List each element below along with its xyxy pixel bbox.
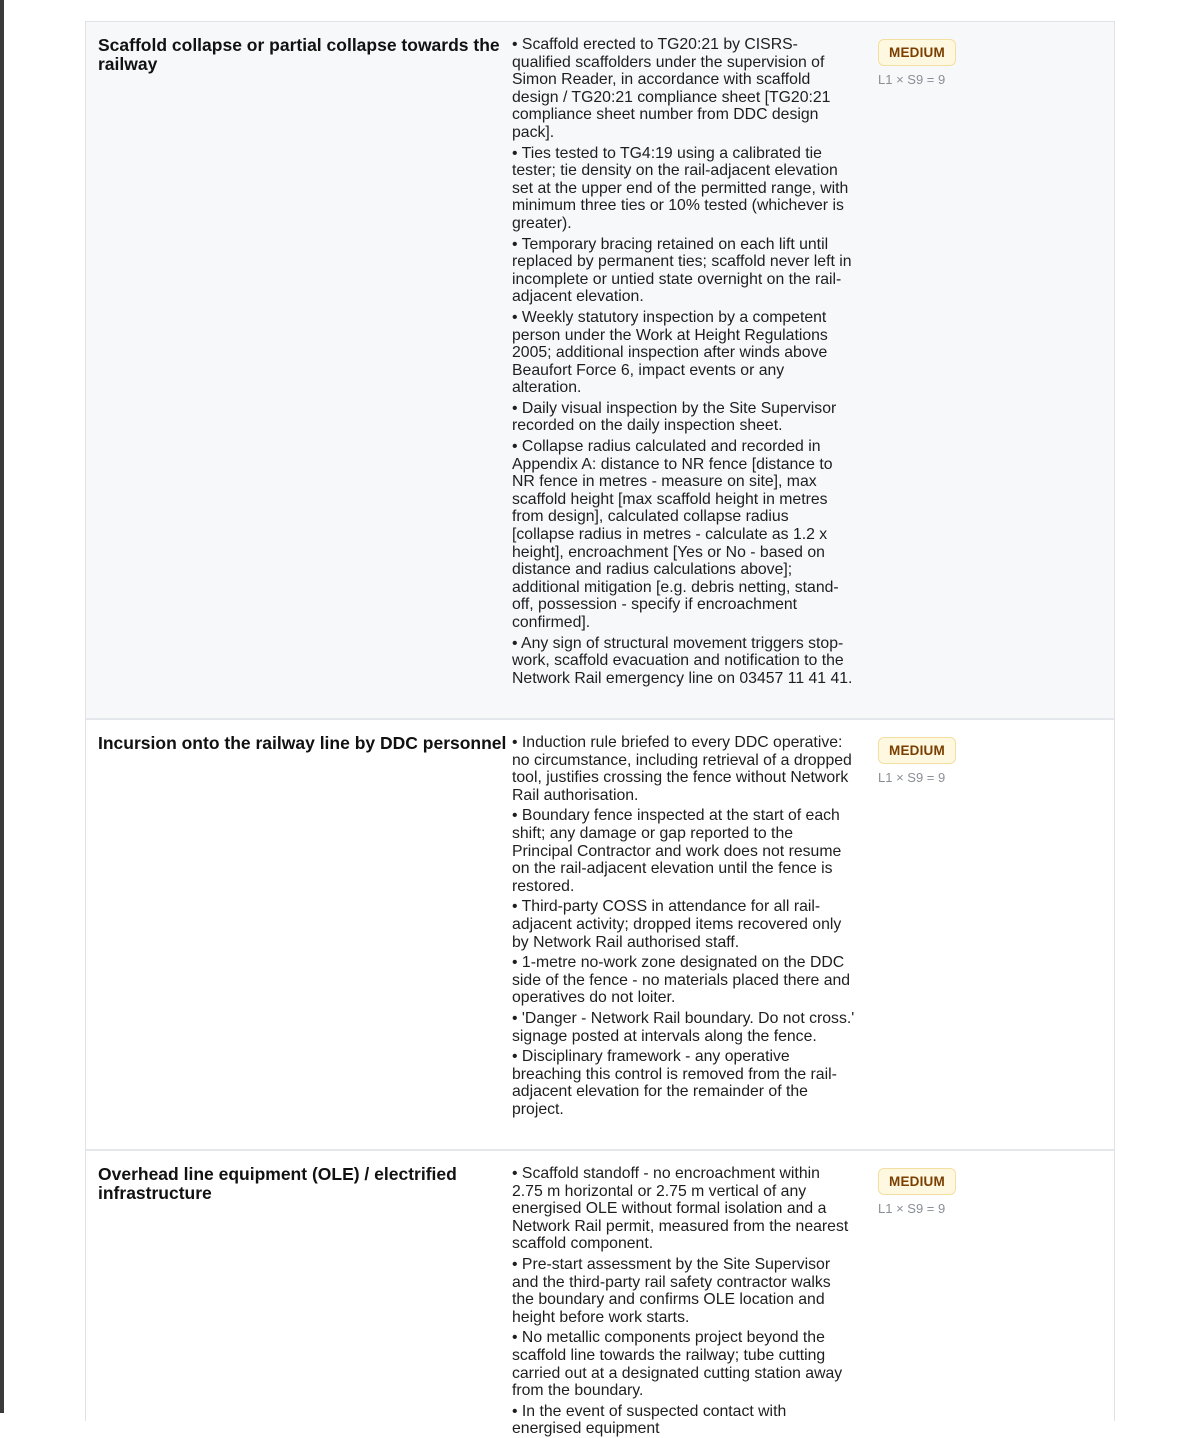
- risk-level-badge: MEDIUM: [878, 39, 956, 66]
- control-measures: [512, 22, 855, 718]
- control-item: • Temporary bracing retained on each lift until replaced by permanent ties; scaffold never left in incomplete or untied state overnight on the rail-adjacent elevation.: [512, 235, 852, 306]
- table-row: [86, 1151, 1114, 1438]
- control-item: • Scaffold erected to TG20:21 by CISRS-qualified scaffolders under the supervision of Simon Reader, in accordance with scaffold design / TG20:21 compliance sheet [TG20:21 compliance sheet number from DDC design pack].: [512, 36, 831, 141]
- control-measures: [512, 720, 855, 1149]
- hazard-title: Scaffold collapse or partial collapse towards the railway: [98, 35, 500, 74]
- risk-level-badge: MEDIUM: [878, 1168, 956, 1195]
- control-item: • Any sign of structural movement triggers stop-work, scaffold evacuation and notification to the Network Rail emergency line on 03457 11 41 41.: [512, 634, 853, 687]
- control-item: • Pre-start assessment by the Site Supervisor and the third-party rail safety contractor walks the boundary and confirms OLE location and height before work starts.: [512, 1255, 831, 1326]
- risk-level-badge: MEDIUM: [878, 737, 956, 764]
- risk-rating: [855, 22, 956, 718]
- control-item: • 'Danger - Network Rail boundary. Do not cross.' signage posted at intervals along the fence.: [512, 1009, 855, 1045]
- table-row: [86, 22, 1114, 720]
- control-item: • Ties tested to TG4:19 using a calibrated tie tester; tie density on the rail-adjacent elevation set at the upper end of the permitted range, with minimum three ties or 10% tested (whichever is greater).: [512, 144, 849, 232]
- control-item: • Disciplinary framework - any operative breaching this control is removed from the rail-adjacent elevation for the remainder of the project.: [512, 1048, 837, 1118]
- control-item: • Weekly statutory inspection by a competent person under the Work at Height Regulations 2005; additional inspection after winds above Beaufort Force 6, impact events or any alteration.: [512, 308, 828, 397]
- table-row: [86, 720, 1114, 1151]
- hazard-title: Incursion onto the railway line by DDC personnel: [98, 733, 507, 753]
- control-item: • No metallic components project beyond the scaffold line towards the railway; tube cutting carried out at a designated cutting station away from the boundary.: [512, 1329, 843, 1400]
- control-item: • In the event of suspected contact with energised equipment: [512, 1402, 787, 1438]
- risk-score: L1 × S9 = 9: [878, 72, 946, 87]
- control-measures: [512, 1151, 855, 1438]
- page-edge: [0, 0, 4, 1413]
- control-item: • Boundary fence inspected at the start of each shift; any damage or gap reported to the Principal Contractor and work does not resume on the rail-adjacent elevation until the fence is restored.: [512, 807, 842, 895]
- risk-rating: [855, 1151, 956, 1421]
- control-item: • Daily visual inspection by the Site Supervisor recorded on the daily inspection sheet.: [512, 399, 837, 435]
- control-item: • Collapse radius calculated and recorded in Appendix A: distance to NR fence [distance to NR fence in metres - measure on site], max scaffold height [max scaffold height in metres from design], calculated collapse radius [collapse radius in metres - calculate as 1.2 x height], encroachment [Yes or No - based on distance and radius calculations above]; additional mitigation [e.g. debris netting, stand-off, possession - specify if encroachment confirmed].: [512, 438, 839, 631]
- control-item: • Scaffold standoff - no encroachment within 2.75 m horizontal or 2.75 m vertical of any energised OLE without formal isolation and a Network Rail permit, measured from the nearest scaffold component.: [512, 1165, 849, 1253]
- risk-rating: [855, 720, 956, 1149]
- control-item: • Third-party COSS in attendance for all rail-adjacent activity; dropped items recovered only by Network Rail authorised staff.: [512, 898, 842, 951]
- risk-score: L1 × S9 = 9: [878, 1201, 946, 1216]
- hazard-title: Overhead line equipment (OLE) / electrified infrastructure: [98, 1164, 457, 1203]
- risk-score: L1 × S9 = 9: [878, 770, 946, 785]
- control-item: • Induction rule briefed to every DDC operative: no circumstance, including retrieval of a dropped tool, justifies crossing the fence without Network Rail authorisation.: [512, 734, 852, 804]
- control-item: • 1-metre no-work zone designated on the DDC side of the fence - no materials placed there and operatives do not loiter.: [512, 954, 851, 1007]
- risk-assessment-table: [85, 21, 1115, 1438]
